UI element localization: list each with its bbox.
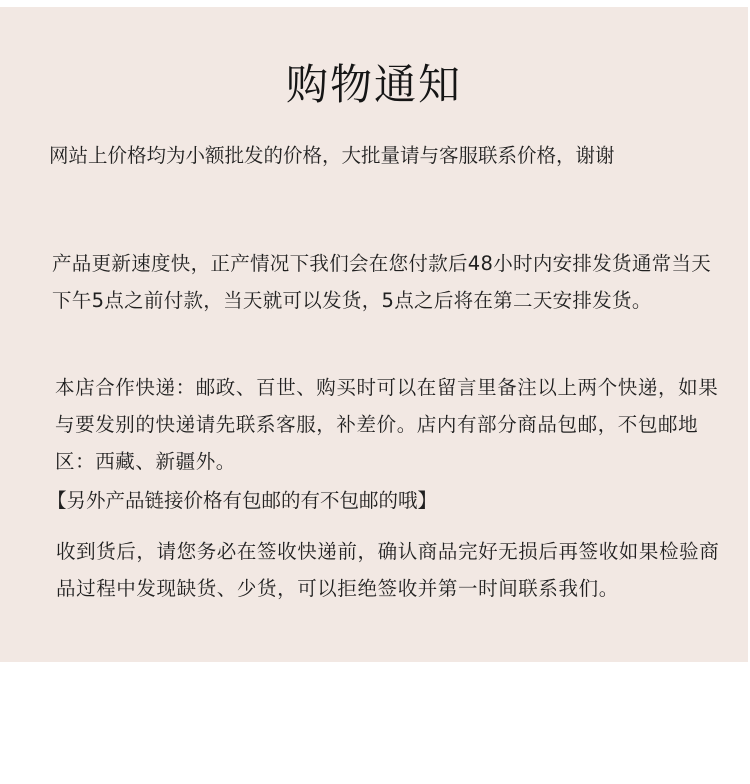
notice-title: 购物通知 bbox=[285, 60, 462, 109]
notice-paragraph-express: 本店合作快递：邮政、百世、购买时可以在留言里备注以上两个快递，如果与要发别的快递请先联系客服，补差价。店内有部分商品包邮，不包邮地区：西藏、新疆外。 bbox=[55, 376, 719, 473]
notice-paragraph-receipt: 收到货后，请您务必在签收快递前，确认商品完好无损后再签收如果检验商品过程中发现缺货、少货，可以拒绝签收并第一时间联系我们。 bbox=[56, 540, 720, 600]
notice-paragraph-intro: 网站上价格均为小额批发的价格，大批量请与客服联系价格，谢谢 bbox=[49, 144, 615, 167]
notice-paragraph-shipping: 产品更新速度快，正产情况下我们会在您付款后48小时内安排发货通常当天下午5点之前付款，当天就可以发货，5点之后将在第二天安排发货。 bbox=[52, 252, 712, 312]
notice-paragraph-note: 【另外产品链接价格有包邮的有不包邮的哦】 bbox=[47, 489, 438, 512]
notice-panel bbox=[0, 7, 748, 662]
